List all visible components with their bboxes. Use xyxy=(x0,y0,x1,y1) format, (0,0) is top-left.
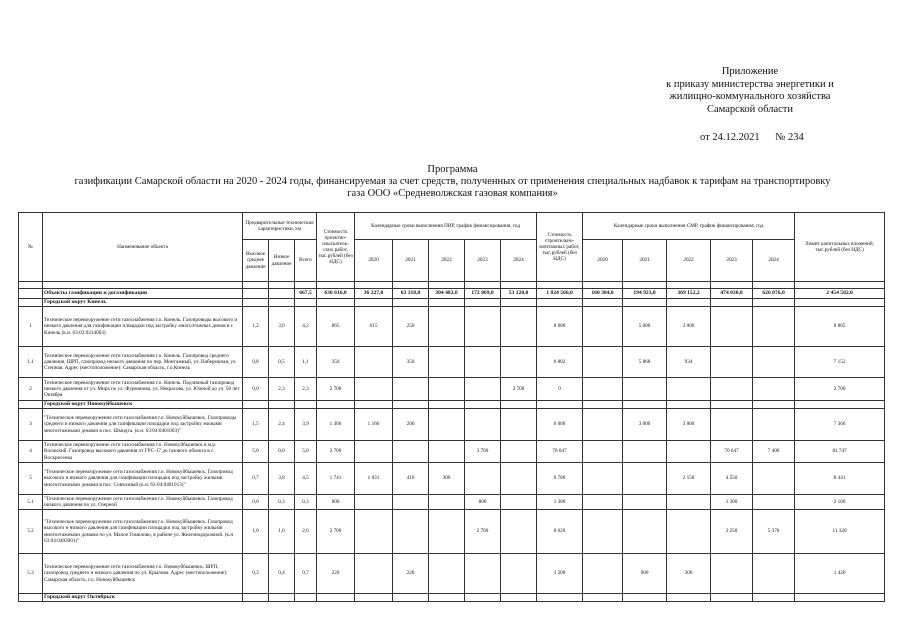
value-cell: 300 xyxy=(429,463,465,495)
value-cell: 2 700 xyxy=(465,510,501,554)
col-header-year: 2023 xyxy=(465,240,501,282)
object-name: Техническое перевооружение сети газоснабжения г.о. Кинель. Газопровод среднего давления, ШРП, газопровод низкого давления по пер. Монтажный, ул. Набережная, ул. Степная. Адрес (местоположение): Самарская область, г.о.Кинель xyxy=(43,347,243,378)
value-cell xyxy=(429,307,465,347)
value-cell: 1 420 xyxy=(795,554,885,594)
object-name: Техническое перевооружение сети газоснабжения г.о. Кинель. Газопроводы высокого и низкого давления для газификации площадки под застройку многоэтажных домов в г. Кинель (к.н. 63:03:0214003) xyxy=(43,307,243,347)
value-cell: 8 000 xyxy=(537,307,583,347)
header-line: Приложение xyxy=(721,66,779,77)
object-name: "Техническое перевооружение сети газоснабжения г.о. Новокуйбышевск. Газопровод высокого и низкого давления для газификации площадки под застройку жилыми многоэтажными домами по ул. Малое Гомилово, в районе ул. Железнодорожной. (к.н 63:04:0403001)" xyxy=(43,510,243,554)
value-cell xyxy=(465,378,501,401)
value-cell: 200 xyxy=(393,409,429,441)
value-cell: 3 250 xyxy=(711,510,753,554)
value-cell xyxy=(753,378,795,401)
value-cell: 220 xyxy=(317,554,355,594)
col-header-year: 2020 xyxy=(583,240,623,282)
value-cell xyxy=(465,463,501,495)
value-cell: 0 xyxy=(537,378,583,401)
col-header-pir: Календарные сроки выполнения ПИР, график финансирования, год xyxy=(355,213,537,240)
value-cell: 934 xyxy=(667,347,711,378)
value-cell xyxy=(667,441,711,463)
value-cell: 6 000 xyxy=(537,409,583,441)
object-name: "Техническое перевооружение сети газоснабжения г.о. Новокуйбышевск. Газопровод низкого давления по ул. Озерной xyxy=(43,495,243,510)
value-cell xyxy=(501,554,537,594)
value-cell: 1,1 xyxy=(295,347,317,378)
header-line: к приказу министерства энергетики и xyxy=(666,78,834,90)
value-cell: 5,0 xyxy=(295,441,317,463)
value-cell: 1 741 xyxy=(317,463,355,495)
value-cell: 78 047 xyxy=(537,441,583,463)
total-label: Объекты газификации и догазификации xyxy=(43,289,243,299)
value-cell xyxy=(393,510,429,554)
row-number: 3 xyxy=(19,409,43,441)
value-cell xyxy=(753,554,795,594)
value-cell xyxy=(711,307,753,347)
value-cell xyxy=(583,495,623,510)
col-header-year: 2021 xyxy=(393,240,429,282)
value-cell: 1,0 xyxy=(269,510,295,554)
value-cell xyxy=(623,463,667,495)
value-cell xyxy=(355,495,393,510)
object-name: "Техническое перевооружение сети газоснабжения г.о. Новокуйбышевск. Газопроводы среднего и низкого давления для газификации площадки под застройку жилыми многоэтажными домами в пос. Шмидта. (к.н. 63:04:0401003)" xyxy=(43,409,243,441)
value-cell: 8 441 xyxy=(795,463,885,495)
spacer-row xyxy=(19,282,885,289)
value-cell xyxy=(667,378,711,401)
value-cell: 6 700 xyxy=(537,463,583,495)
value-cell: 1 300 xyxy=(711,495,753,510)
value-cell xyxy=(501,441,537,463)
value-cell xyxy=(583,307,623,347)
title-line: газификации Самарской области на 2020 - 2024 годы, финансируемая за счет средств, полученных от применения специальных надбавок к тарифам на транспортировку xyxy=(74,176,831,187)
value-cell: 1 166 xyxy=(355,409,393,441)
value-cell: 6 802 xyxy=(537,347,583,378)
value-cell xyxy=(393,495,429,510)
value-cell xyxy=(393,378,429,401)
section-title: Городской округ Новокуйбышевск xyxy=(43,401,243,409)
value-cell: 800 xyxy=(317,495,355,510)
value-cell xyxy=(623,441,667,463)
total-cell: 2 454 582,0 xyxy=(795,289,885,299)
value-cell: 2 700 xyxy=(317,510,355,554)
value-cell xyxy=(429,378,465,401)
value-cell xyxy=(429,409,465,441)
value-cell: 7 366 xyxy=(795,409,885,441)
table-row xyxy=(19,347,885,378)
value-cell: 1,0 xyxy=(243,510,269,554)
value-cell: 2,4 xyxy=(269,409,295,441)
value-cell: 3 700 xyxy=(465,441,501,463)
col-header-year: 2021 xyxy=(623,240,667,282)
value-cell: 1 200 xyxy=(537,554,583,594)
section-title: Городской округ Октябрьск xyxy=(43,594,243,602)
col-header-num: № xyxy=(19,213,43,282)
header-line: Самарской области xyxy=(707,103,793,115)
value-cell: 350 xyxy=(393,347,429,378)
col-header-year: 2020 xyxy=(355,240,393,282)
value-cell: 4 550 xyxy=(711,463,753,495)
total-cell: 194 923,0 xyxy=(623,289,667,299)
order-appendix-header xyxy=(610,66,890,116)
table-row xyxy=(19,441,885,463)
col-header-cost-smr: Стоимость строительно-монтажных работ, тыс.рублей (без НДС) xyxy=(537,213,583,282)
total-cell xyxy=(269,289,295,299)
title-line: Программа xyxy=(427,164,478,175)
row-number: 5.2 xyxy=(19,510,43,554)
col-header-year: 2024 xyxy=(501,240,537,282)
value-cell: 1,5 xyxy=(243,409,269,441)
table-row xyxy=(19,378,885,401)
value-cell: 2 150 xyxy=(667,463,711,495)
value-cell xyxy=(501,409,537,441)
value-cell xyxy=(429,554,465,594)
value-cell: 3,8 xyxy=(269,463,295,495)
gasification-program-table xyxy=(18,212,885,602)
document-title xyxy=(0,164,905,200)
section-row xyxy=(19,299,885,307)
value-cell: 300 xyxy=(667,554,711,594)
value-cell: 0,0 xyxy=(243,378,269,401)
value-cell xyxy=(711,554,753,594)
value-cell: 2 700 xyxy=(795,378,885,401)
col-header-tech: Предварительные технические характеристики, км xyxy=(243,213,317,240)
total-cell: 160 384,0 xyxy=(583,289,623,299)
order-date-number: от 24.12.2021 № 234 xyxy=(700,132,804,143)
value-cell: 350 xyxy=(317,347,355,378)
value-cell: 0,8 xyxy=(243,347,269,378)
value-cell: 800 xyxy=(465,495,501,510)
value-cell xyxy=(355,347,393,378)
col-header-year: 2023 xyxy=(711,240,753,282)
value-cell xyxy=(623,510,667,554)
value-cell xyxy=(465,347,501,378)
value-cell xyxy=(583,554,623,594)
col-header-year: 2022 xyxy=(667,240,711,282)
total-cell xyxy=(243,289,269,299)
value-cell xyxy=(583,409,623,441)
value-cell: 3,9 xyxy=(295,409,317,441)
value-cell: 1 031 xyxy=(355,463,393,495)
row-number: 4 xyxy=(19,441,43,463)
value-cell: 0,4 xyxy=(269,554,295,594)
value-cell xyxy=(355,441,393,463)
value-cell xyxy=(465,554,501,594)
value-cell xyxy=(501,495,537,510)
object-name: Техническое перевооружение сети газоснабжения г.о. Кинель. Подземный газопровод низкого давления от ул. Мира по ул. Фурманова, ул. Некрасова, ул. Южной до ул. 50 лет Октября xyxy=(43,378,243,401)
col-header-cost-pir: Стоимость проектно-изыскатель-ских работ, тыс.рублей (без НДС) xyxy=(317,213,355,282)
value-cell: 2,0 xyxy=(295,510,317,554)
value-cell: 7 152 xyxy=(795,347,885,378)
value-cell xyxy=(429,347,465,378)
value-cell xyxy=(667,495,711,510)
value-cell: 3 700 xyxy=(317,441,355,463)
value-cell: 2 700 xyxy=(317,378,355,401)
title-line: газа ООО «Средневолжская газовая компания» xyxy=(347,188,558,199)
value-cell: 250 xyxy=(393,307,429,347)
value-cell: 0,0 xyxy=(269,441,295,463)
value-cell xyxy=(583,463,623,495)
value-cell: 0,3 xyxy=(243,554,269,594)
value-cell: 0,0 xyxy=(243,495,269,510)
col-header-name: Наименование объекта xyxy=(43,213,243,282)
table-row xyxy=(19,463,885,495)
value-cell: 1 366 xyxy=(317,409,355,441)
value-cell xyxy=(429,510,465,554)
total-cell: 369 152,2 xyxy=(667,289,711,299)
total-cell: 304 482,0 xyxy=(429,289,465,299)
value-cell xyxy=(465,409,501,441)
section-row xyxy=(19,594,885,602)
value-cell xyxy=(711,378,753,401)
value-cell xyxy=(667,510,711,554)
total-cell: 630 616,0 xyxy=(317,289,355,299)
value-cell xyxy=(355,554,393,594)
value-cell xyxy=(753,307,795,347)
table-row xyxy=(19,510,885,554)
value-cell xyxy=(583,510,623,554)
total-cell: 474 030,8 xyxy=(711,289,753,299)
value-cell: 5 000 xyxy=(623,307,667,347)
value-cell: 5 868 xyxy=(623,347,667,378)
value-cell: 0,7 xyxy=(295,554,317,594)
value-cell: 5,0 xyxy=(243,441,269,463)
value-cell: 220 xyxy=(393,554,429,594)
value-cell xyxy=(583,347,623,378)
value-cell xyxy=(501,307,537,347)
value-cell: 11 320 xyxy=(795,510,885,554)
value-cell xyxy=(583,441,623,463)
col-header-tech-high: Высокое среднее давление xyxy=(243,240,269,282)
value-cell xyxy=(501,463,537,495)
row-number: 1.1 xyxy=(19,347,43,378)
value-cell xyxy=(583,378,623,401)
col-header-year: 2022 xyxy=(429,240,465,282)
value-cell: 8 620 xyxy=(537,510,583,554)
value-cell xyxy=(465,307,501,347)
value-cell: 410 xyxy=(393,463,429,495)
value-cell: 4,5 xyxy=(295,463,317,495)
value-cell xyxy=(753,463,795,495)
row-number: 5 xyxy=(19,463,43,495)
value-cell xyxy=(501,347,537,378)
value-cell: 3,0 xyxy=(269,307,295,347)
value-cell: 615 xyxy=(355,307,393,347)
total-cell: 1 824 566,0 xyxy=(537,289,583,299)
value-cell: 3 000 xyxy=(667,307,711,347)
object-name: Техническое перевооружение сети газоснабжения г.о. Новокуйбышевск. ШРП, газопровод среднего и низкого давления по ул. Крылова. Адрес (местоположение): Самарская область, г.о. Новокуйбышевск xyxy=(43,554,243,594)
row-number: 1 xyxy=(19,307,43,347)
value-cell: 81 747 xyxy=(795,441,885,463)
value-cell: 1,2 xyxy=(243,307,269,347)
table-row xyxy=(19,409,885,441)
table-row xyxy=(19,554,885,594)
value-cell: 3 000 xyxy=(667,409,711,441)
header-line: жилищно-коммунального хозяйства xyxy=(669,91,831,102)
total-cell: 36 227,0 xyxy=(355,289,393,299)
value-cell: 0,5 xyxy=(269,347,295,378)
col-header-year: 2024 xyxy=(753,240,795,282)
table-row xyxy=(19,307,885,347)
value-cell xyxy=(623,378,667,401)
value-cell: 2,3 xyxy=(269,378,295,401)
value-cell xyxy=(711,409,753,441)
value-cell xyxy=(711,347,753,378)
value-cell xyxy=(753,409,795,441)
value-cell: 2,3 xyxy=(295,378,317,401)
value-cell xyxy=(753,347,795,378)
total-row xyxy=(19,289,885,299)
value-cell xyxy=(429,441,465,463)
col-header-limit: Лимит капитальных вложений, тыс.рублей (без НДС) xyxy=(795,213,885,282)
value-cell: 8 865 xyxy=(795,307,885,347)
total-cell: 667,5 xyxy=(295,289,317,299)
section-row xyxy=(19,401,885,409)
value-cell: 865 xyxy=(317,307,355,347)
value-cell: 900 xyxy=(623,554,667,594)
value-cell xyxy=(429,495,465,510)
total-cell: 53 120,0 xyxy=(501,289,537,299)
value-cell xyxy=(623,495,667,510)
row-number: 5.3 xyxy=(19,554,43,594)
total-cell: 63 318,0 xyxy=(393,289,429,299)
value-cell: 1 300 xyxy=(537,495,583,510)
total-cell: 172 869,0 xyxy=(465,289,501,299)
value-cell: 7 400 xyxy=(753,441,795,463)
table-row xyxy=(19,495,885,510)
section-title: Городской округ Кинель xyxy=(43,299,243,307)
value-cell: 5 370 xyxy=(753,510,795,554)
col-header-tech-total: Всего xyxy=(295,240,317,282)
value-cell xyxy=(753,495,795,510)
total-cell: 626 076,0 xyxy=(753,289,795,299)
value-cell: 2 100 xyxy=(795,495,885,510)
value-cell xyxy=(501,510,537,554)
value-cell: 0,7 xyxy=(243,463,269,495)
value-cell xyxy=(355,378,393,401)
col-header-tech-low: Низкое давление xyxy=(269,240,295,282)
object-name: "Техническое перевооружение сети газоснабжения г.о. Новокуйбышевск. Газопровод высокого и низкого давления для газификации площадки под застройку жилыми многоэтажными домами в пос. Совхозный (к.н. 63:04:0401013)" xyxy=(43,463,243,495)
value-cell: 0,3 xyxy=(269,495,295,510)
value-cell: 4,2 xyxy=(295,307,317,347)
col-header-smr: Календарные сроки выполнения СМР, график финансирования, год xyxy=(583,213,795,240)
table-body xyxy=(19,213,885,602)
value-cell: 3 000 xyxy=(623,409,667,441)
value-cell: 70 647 xyxy=(711,441,753,463)
value-cell xyxy=(355,510,393,554)
table-header-row xyxy=(19,213,885,240)
value-cell xyxy=(393,441,429,463)
object-name: Техническое перевооружение сети газоснабжения г.о. Новокуйбышевск в м.р. Волжский. Газопровод высокого давления от ГРС-17 до газового объекта в с. Воскресенка xyxy=(43,441,243,463)
row-number: 5.1 xyxy=(19,495,43,510)
value-cell: 2 700 xyxy=(501,378,537,401)
value-cell: 0,3 xyxy=(295,495,317,510)
row-number: 2 xyxy=(19,378,43,401)
